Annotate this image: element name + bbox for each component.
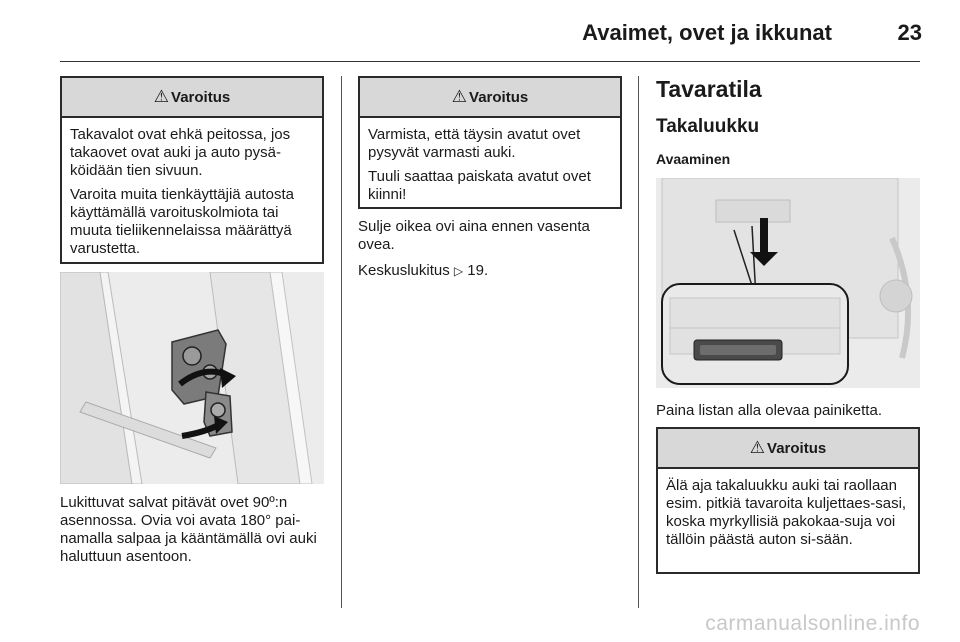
warning-label: Varoitus xyxy=(767,439,827,457)
tailgate-drawing xyxy=(656,178,920,388)
warning-triangle-icon: ⚠ xyxy=(749,438,766,457)
warning-body xyxy=(658,469,918,561)
section-heading: Tavaratila xyxy=(656,76,762,102)
running-header-title: Avaimet, ovet ja ikkunat xyxy=(582,20,832,45)
column-divider-left xyxy=(341,76,342,608)
watermark: carmanualsonline.info xyxy=(705,612,920,635)
warning-box-doors xyxy=(358,76,622,209)
topic-heading: Avaaminen xyxy=(656,151,731,167)
warning-triangle-icon: ⚠ xyxy=(153,87,170,106)
warning-paragraph: Takavalot ovat ehkä peitossa, jos takaovet ovat auki ja auto pysä-köidään tien sivuun. xyxy=(70,126,291,179)
warning-body xyxy=(62,118,322,270)
warning-label: Varoitus xyxy=(171,88,231,106)
subsection-heading: Takaluukku xyxy=(656,116,760,137)
central-locking-reference xyxy=(358,262,622,280)
column-divider-right xyxy=(638,76,639,608)
warning-header xyxy=(360,78,620,118)
warning-box-taillights xyxy=(60,76,324,264)
door-hinge-illustration xyxy=(60,272,324,484)
warning-paragraph: Tuuli saattaa paiskata avatut ovet kiinni! xyxy=(368,168,591,203)
warning-header xyxy=(62,78,322,118)
page-reference-arrow-icon: ▷ xyxy=(453,264,464,278)
hinge-caption: Lukittuvat salvat pitävät ovet 90º:n asennossa. Ovia voi avata 180° pai-namalla salpaa ja kääntämällä ovi auki haluttuun asentoon. xyxy=(60,494,317,565)
warning-paragraph: Varmista, että täysin avatut ovet pysyvät varmasti auki. xyxy=(368,126,581,161)
header-rule xyxy=(60,61,920,62)
warning-header xyxy=(658,429,918,469)
close-order-paragraph: Sulje oikea ovi aina ennen vasenta ovea. xyxy=(358,218,590,253)
warning-body xyxy=(360,118,620,216)
warning-triangle-icon: ⚠ xyxy=(451,87,468,106)
door-hinge-drawing xyxy=(60,272,324,484)
reference-text: Keskuslukitus xyxy=(358,262,450,279)
reference-page[interactable]: 19. xyxy=(467,262,489,279)
tailgate-instruction: Paina listan alla olevaa painiketta. xyxy=(656,402,882,419)
warning-paragraph: Älä aja takaluukku auki tai raollaan esim. pitkiä tavaroita kuljettaes-sasi, koska myrkyllisiä pakokaa-suja voi tällöin päästä auton si-sään. xyxy=(666,477,907,548)
warning-box-tailgate xyxy=(656,427,920,574)
tailgate-illustration xyxy=(656,178,920,388)
warning-label: Varoitus xyxy=(469,88,529,106)
warning-paragraph: Varoita muita tienkäyttäjiä autosta käyttämällä varoituskolmiota tai muuta tieliikennelaissa määrättyä varustetta. xyxy=(70,186,295,257)
page-number: 23 xyxy=(897,20,922,45)
